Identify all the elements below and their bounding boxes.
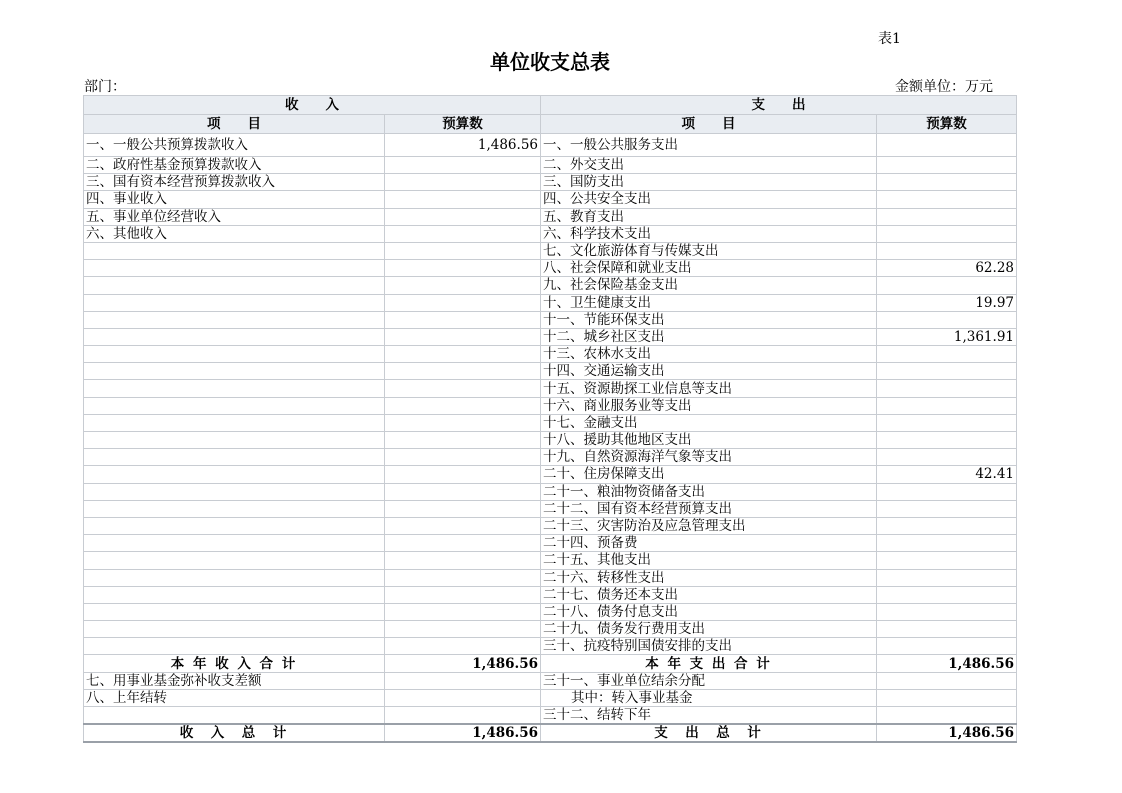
group-header-row xyxy=(84,96,1017,115)
income-item-cell xyxy=(84,294,385,311)
table-row xyxy=(84,707,1017,725)
income-item-cell xyxy=(84,603,385,620)
expense-value-cell xyxy=(877,569,1017,586)
income-value-cell xyxy=(385,586,541,603)
income-value-cell xyxy=(385,414,541,431)
expense-value-cell xyxy=(877,414,1017,431)
income-value-cell xyxy=(385,191,541,208)
expense-item-cell: 二十二、国有资本经营预算支出 xyxy=(541,500,877,517)
income-item-cell: 二、政府性基金预算拨款收入 xyxy=(84,157,385,174)
expense-item-cell: 十七、金融支出 xyxy=(541,414,877,431)
expense-subtotal-value: 1,486.56 xyxy=(877,655,1017,672)
income-value-cell xyxy=(385,380,541,397)
table-row xyxy=(84,535,1017,552)
table-row xyxy=(84,432,1017,449)
table-row xyxy=(84,689,1017,706)
income-value-cell xyxy=(385,208,541,225)
income-value-cell: 1,486.56 xyxy=(385,134,541,157)
expense-item-cell: 二十五、其他支出 xyxy=(541,552,877,569)
table-row xyxy=(84,552,1017,569)
income-item-cell xyxy=(84,707,385,725)
expense-item-cell: 十四、交通运输支出 xyxy=(541,363,877,380)
expense-value-cell xyxy=(877,363,1017,380)
expense-item-cell: 十、卫生健康支出 xyxy=(541,294,877,311)
income-value-cell xyxy=(385,294,541,311)
expense-value-cell xyxy=(877,603,1017,620)
income-item-cell xyxy=(84,569,385,586)
expense-value-cell xyxy=(877,134,1017,157)
table-row xyxy=(84,294,1017,311)
expense-value-cell xyxy=(877,689,1017,706)
table-row xyxy=(84,260,1017,277)
table-number: 表1 xyxy=(878,31,901,47)
expense-item-cell: 二十六、转移性支出 xyxy=(541,569,877,586)
table-row xyxy=(84,466,1017,483)
table-row xyxy=(84,500,1017,517)
income-item-cell xyxy=(84,621,385,638)
expense-total-label: 支 出 总 计 xyxy=(541,724,877,742)
expense-item-cell: 二十八、债务付息支出 xyxy=(541,603,877,620)
expense-value-cell xyxy=(877,672,1017,689)
income-value-cell xyxy=(385,517,541,534)
expense-value-cell: 1,361.91 xyxy=(877,328,1017,345)
expense-value-cell: 19.97 xyxy=(877,294,1017,311)
table-row xyxy=(84,449,1017,466)
income-value-cell xyxy=(385,500,541,517)
income-value-cell xyxy=(385,552,541,569)
income-value-cell xyxy=(385,569,541,586)
table-row xyxy=(84,346,1017,363)
income-value-cell xyxy=(385,466,541,483)
expense-value-cell xyxy=(877,225,1017,242)
income-item-cell: 六、其他收入 xyxy=(84,225,385,242)
table-row xyxy=(84,157,1017,174)
table-row xyxy=(84,225,1017,242)
table-body xyxy=(84,96,1017,743)
expense-item-cell: 十一、节能环保支出 xyxy=(541,311,877,328)
expense-item-cell: 十三、农林水支出 xyxy=(541,346,877,363)
expense-item-cell: 二十三、灾害防治及应急管理支出 xyxy=(541,517,877,534)
expense-item-cell: 二、外交支出 xyxy=(541,157,877,174)
income-total-label: 收 入 总 计 xyxy=(84,724,385,742)
expense-value-cell xyxy=(877,517,1017,534)
income-item-cell xyxy=(84,432,385,449)
income-item-cell xyxy=(84,414,385,431)
income-value-cell xyxy=(385,363,541,380)
income-item-cell xyxy=(84,500,385,517)
expense-item-cell: 三、国防支出 xyxy=(541,174,877,191)
expense-value-cell xyxy=(877,535,1017,552)
table-row xyxy=(84,621,1017,638)
income-budget-header: 预算数 xyxy=(385,115,541,134)
expense-item-cell: 十八、援助其他地区支出 xyxy=(541,432,877,449)
table-row xyxy=(84,134,1017,157)
income-item-cell: 七、用事业基金弥补收支差额 xyxy=(84,672,385,689)
grand-total-row xyxy=(84,724,1017,742)
income-item-cell xyxy=(84,466,385,483)
expense-item-cell: 六、科学技术支出 xyxy=(541,225,877,242)
table-row xyxy=(84,586,1017,603)
income-value-cell xyxy=(385,638,541,655)
expense-value-cell: 62.28 xyxy=(877,260,1017,277)
income-total-value: 1,486.56 xyxy=(385,724,541,742)
expense-item-cell: 十五、资源勘探工业信息等支出 xyxy=(541,380,877,397)
income-value-cell xyxy=(385,242,541,259)
page-title: 单位收支总表 xyxy=(490,50,610,74)
income-value-cell xyxy=(385,225,541,242)
income-value-cell xyxy=(385,483,541,500)
income-subtotal-value: 1,486.56 xyxy=(385,655,541,672)
expense-value-cell xyxy=(877,191,1017,208)
income-value-cell xyxy=(385,397,541,414)
income-item-cell xyxy=(84,586,385,603)
income-item-cell: 四、事业收入 xyxy=(84,191,385,208)
table-row xyxy=(84,638,1017,655)
table-row xyxy=(84,191,1017,208)
table-row xyxy=(84,363,1017,380)
income-value-cell xyxy=(385,449,541,466)
expense-value-cell xyxy=(877,174,1017,191)
table-row xyxy=(84,414,1017,431)
income-item-cell: 三、国有资本经营预算拨款收入 xyxy=(84,174,385,191)
expense-item-cell: 一、一般公共服务支出 xyxy=(541,134,877,157)
income-item-header: 项 目 xyxy=(84,115,385,134)
expense-item-cell: 九、社会保险基金支出 xyxy=(541,277,877,294)
income-item-cell xyxy=(84,242,385,259)
expense-subtotal-label: 本 年 支 出 合 计 xyxy=(541,655,877,672)
expense-value-cell xyxy=(877,380,1017,397)
table-row xyxy=(84,208,1017,225)
income-value-cell xyxy=(385,707,541,725)
expense-item-cell: 三十一、事业单位结余分配 xyxy=(541,672,877,689)
expense-value-cell xyxy=(877,449,1017,466)
income-item-cell xyxy=(84,380,385,397)
income-item-cell xyxy=(84,552,385,569)
income-item-cell xyxy=(84,311,385,328)
income-item-cell xyxy=(84,397,385,414)
expense-value-cell xyxy=(877,346,1017,363)
expense-value-cell xyxy=(877,277,1017,294)
subtotal-row xyxy=(84,655,1017,672)
expense-item-cell: 四、公共安全支出 xyxy=(541,191,877,208)
expense-value-cell xyxy=(877,242,1017,259)
expense-item-cell: 三十、抗疫特别国债安排的支出 xyxy=(541,638,877,655)
income-item-cell xyxy=(84,483,385,500)
table-row xyxy=(84,603,1017,620)
income-value-cell xyxy=(385,603,541,620)
expense-item-cell: 五、教育支出 xyxy=(541,208,877,225)
expense-item-cell: 二十四、预备费 xyxy=(541,535,877,552)
column-header-row xyxy=(84,115,1017,134)
expense-item-cell: 其中：转入事业基金 xyxy=(541,689,877,706)
table-row xyxy=(84,380,1017,397)
expense-item-cell: 八、社会保障和就业支出 xyxy=(541,260,877,277)
expense-value-cell: 42.41 xyxy=(877,466,1017,483)
income-subtotal-label: 本 年 收 入 合 计 xyxy=(84,655,385,672)
expense-value-cell xyxy=(877,638,1017,655)
expense-budget-header: 预算数 xyxy=(877,115,1017,134)
expense-value-cell xyxy=(877,208,1017,225)
income-value-cell xyxy=(385,157,541,174)
expense-item-cell: 十六、商业服务业等支出 xyxy=(541,397,877,414)
amount-unit-label: 金额单位：万元 xyxy=(895,79,993,95)
income-item-cell xyxy=(84,260,385,277)
expense-value-cell xyxy=(877,483,1017,500)
expense-value-cell xyxy=(877,707,1017,725)
expense-item-cell: 七、文化旅游体育与传媒支出 xyxy=(541,242,877,259)
income-item-cell xyxy=(84,328,385,345)
income-item-cell: 一、一般公共预算拨款收入 xyxy=(84,134,385,157)
expense-value-cell xyxy=(877,586,1017,603)
expense-group-header: 支 出 xyxy=(541,96,1017,115)
table-row xyxy=(84,328,1017,345)
expense-item-header: 项 目 xyxy=(541,115,877,134)
income-item-cell: 五、事业单位经营收入 xyxy=(84,208,385,225)
expense-value-cell xyxy=(877,432,1017,449)
expense-value-cell xyxy=(877,552,1017,569)
expense-item-cell: 十二、城乡社区支出 xyxy=(541,328,877,345)
income-group-header: 收 入 xyxy=(84,96,541,115)
table-row xyxy=(84,517,1017,534)
expense-value-cell xyxy=(877,621,1017,638)
income-value-cell xyxy=(385,346,541,363)
table-row xyxy=(84,311,1017,328)
income-value-cell xyxy=(385,672,541,689)
income-value-cell xyxy=(385,277,541,294)
income-value-cell xyxy=(385,260,541,277)
expense-value-cell xyxy=(877,500,1017,517)
expense-item-cell: 二十、住房保障支出 xyxy=(541,466,877,483)
table-row xyxy=(84,397,1017,414)
income-value-cell xyxy=(385,174,541,191)
income-item-cell: 八、上年结转 xyxy=(84,689,385,706)
income-expense-table xyxy=(83,95,1017,743)
table-row xyxy=(84,277,1017,294)
table-row xyxy=(84,569,1017,586)
income-item-cell xyxy=(84,638,385,655)
department-label: 部门： xyxy=(84,79,126,95)
income-item-cell xyxy=(84,449,385,466)
income-value-cell xyxy=(385,621,541,638)
expense-item-cell: 二十一、粮油物资储备支出 xyxy=(541,483,877,500)
income-value-cell xyxy=(385,311,541,328)
income-value-cell xyxy=(385,432,541,449)
income-value-cell xyxy=(385,328,541,345)
table-row xyxy=(84,174,1017,191)
expense-item-cell: 二十七、债务还本支出 xyxy=(541,586,877,603)
table-row xyxy=(84,483,1017,500)
table-row xyxy=(84,672,1017,689)
income-item-cell xyxy=(84,346,385,363)
income-value-cell xyxy=(385,689,541,706)
expense-item-cell: 二十九、债务发行费用支出 xyxy=(541,621,877,638)
income-item-cell xyxy=(84,277,385,294)
income-item-cell xyxy=(84,363,385,380)
expense-value-cell xyxy=(877,397,1017,414)
expense-total-value: 1,486.56 xyxy=(877,724,1017,742)
expense-value-cell xyxy=(877,157,1017,174)
table-row xyxy=(84,242,1017,259)
expense-item-cell: 十九、自然资源海洋气象等支出 xyxy=(541,449,877,466)
income-item-cell xyxy=(84,517,385,534)
expense-value-cell xyxy=(877,311,1017,328)
income-item-cell xyxy=(84,535,385,552)
income-value-cell xyxy=(385,535,541,552)
expense-item-cell: 三十二、结转下年 xyxy=(541,707,877,725)
